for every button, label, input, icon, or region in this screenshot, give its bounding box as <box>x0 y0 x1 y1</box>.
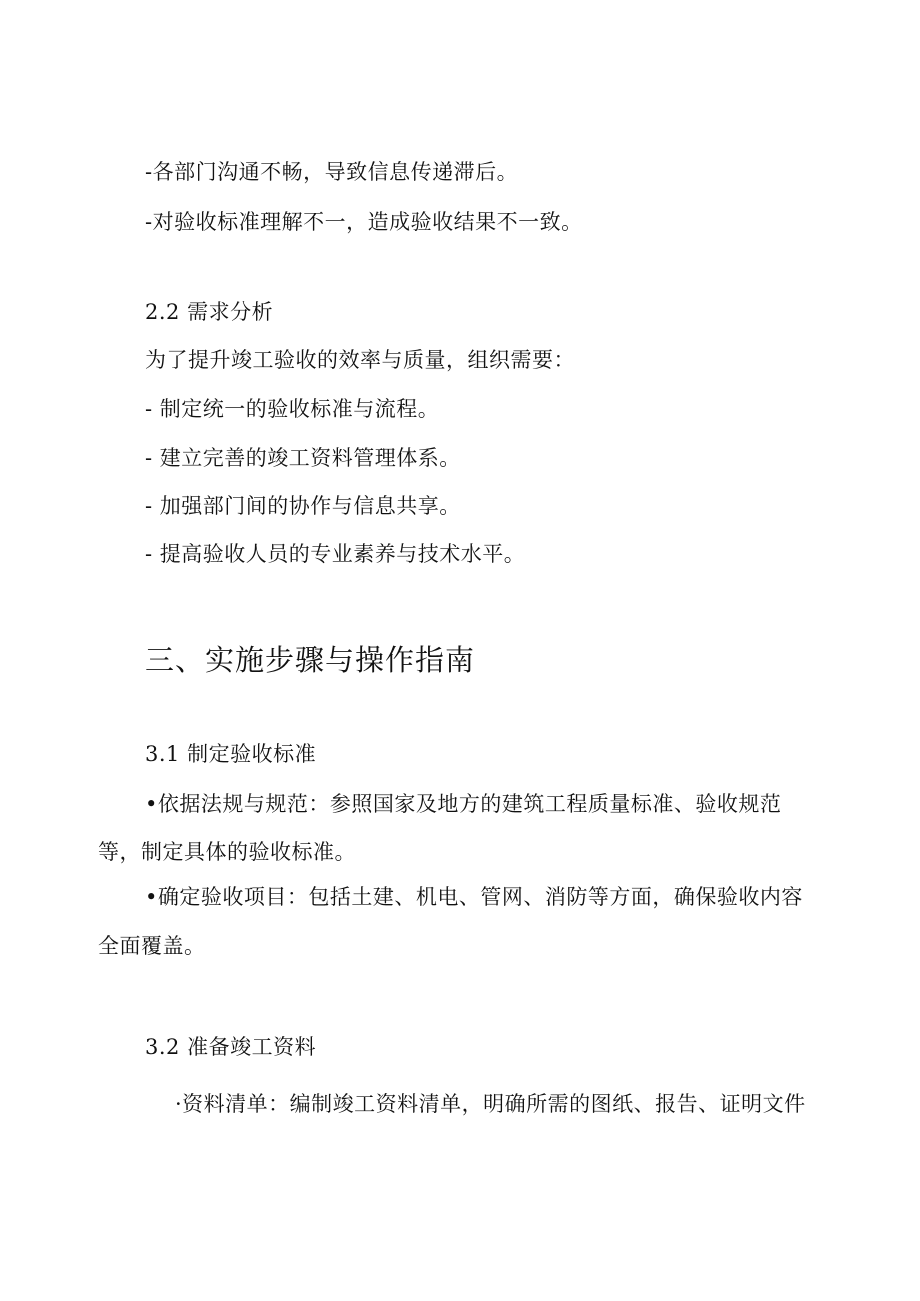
bullet-line: •确定验收项目：包括土建、机电、管网、消防等方面，确保验收内容 <box>145 885 803 909</box>
bullet-line: •依据法规与规范：参照国家及地方的建筑工程质量标准、验收规范 <box>145 792 782 816</box>
list-item: -对验收标准理解不一，造成验收结果不一致。 <box>145 210 583 234</box>
bullet-line-continued: 全面覆盖。 <box>98 934 206 958</box>
section-heading-3-2: 3.2 准备竣工资料 <box>145 1035 317 1059</box>
bullet-line: ·资料清单：编制竣工资料清单，明确所需的图纸、报告、证明文件 <box>175 1092 806 1116</box>
paragraph-intro: 为了提升竣工验收的效率与质量，组织需要： <box>145 348 575 372</box>
section-heading-2-2: 2.2 需求分析 <box>145 300 274 324</box>
list-item: -各部门沟通不畅，导致信息传递滞后。 <box>145 160 519 184</box>
list-item: - 提高验收人员的专业素养与技术水平。 <box>145 542 526 566</box>
bullet-line-continued: 等，制定具体的验收标准。 <box>98 840 356 864</box>
list-item: - 加强部门间的协作与信息共享。 <box>145 494 461 518</box>
list-item: - 制定统一的验收标准与流程。 <box>145 397 440 421</box>
section-heading-3-1: 3.1 制定验收标准 <box>145 742 317 766</box>
chapter-title: 三、实施步骤与操作指南 <box>145 643 476 677</box>
list-item: - 建立完善的竣工资料管理体系。 <box>145 446 461 470</box>
